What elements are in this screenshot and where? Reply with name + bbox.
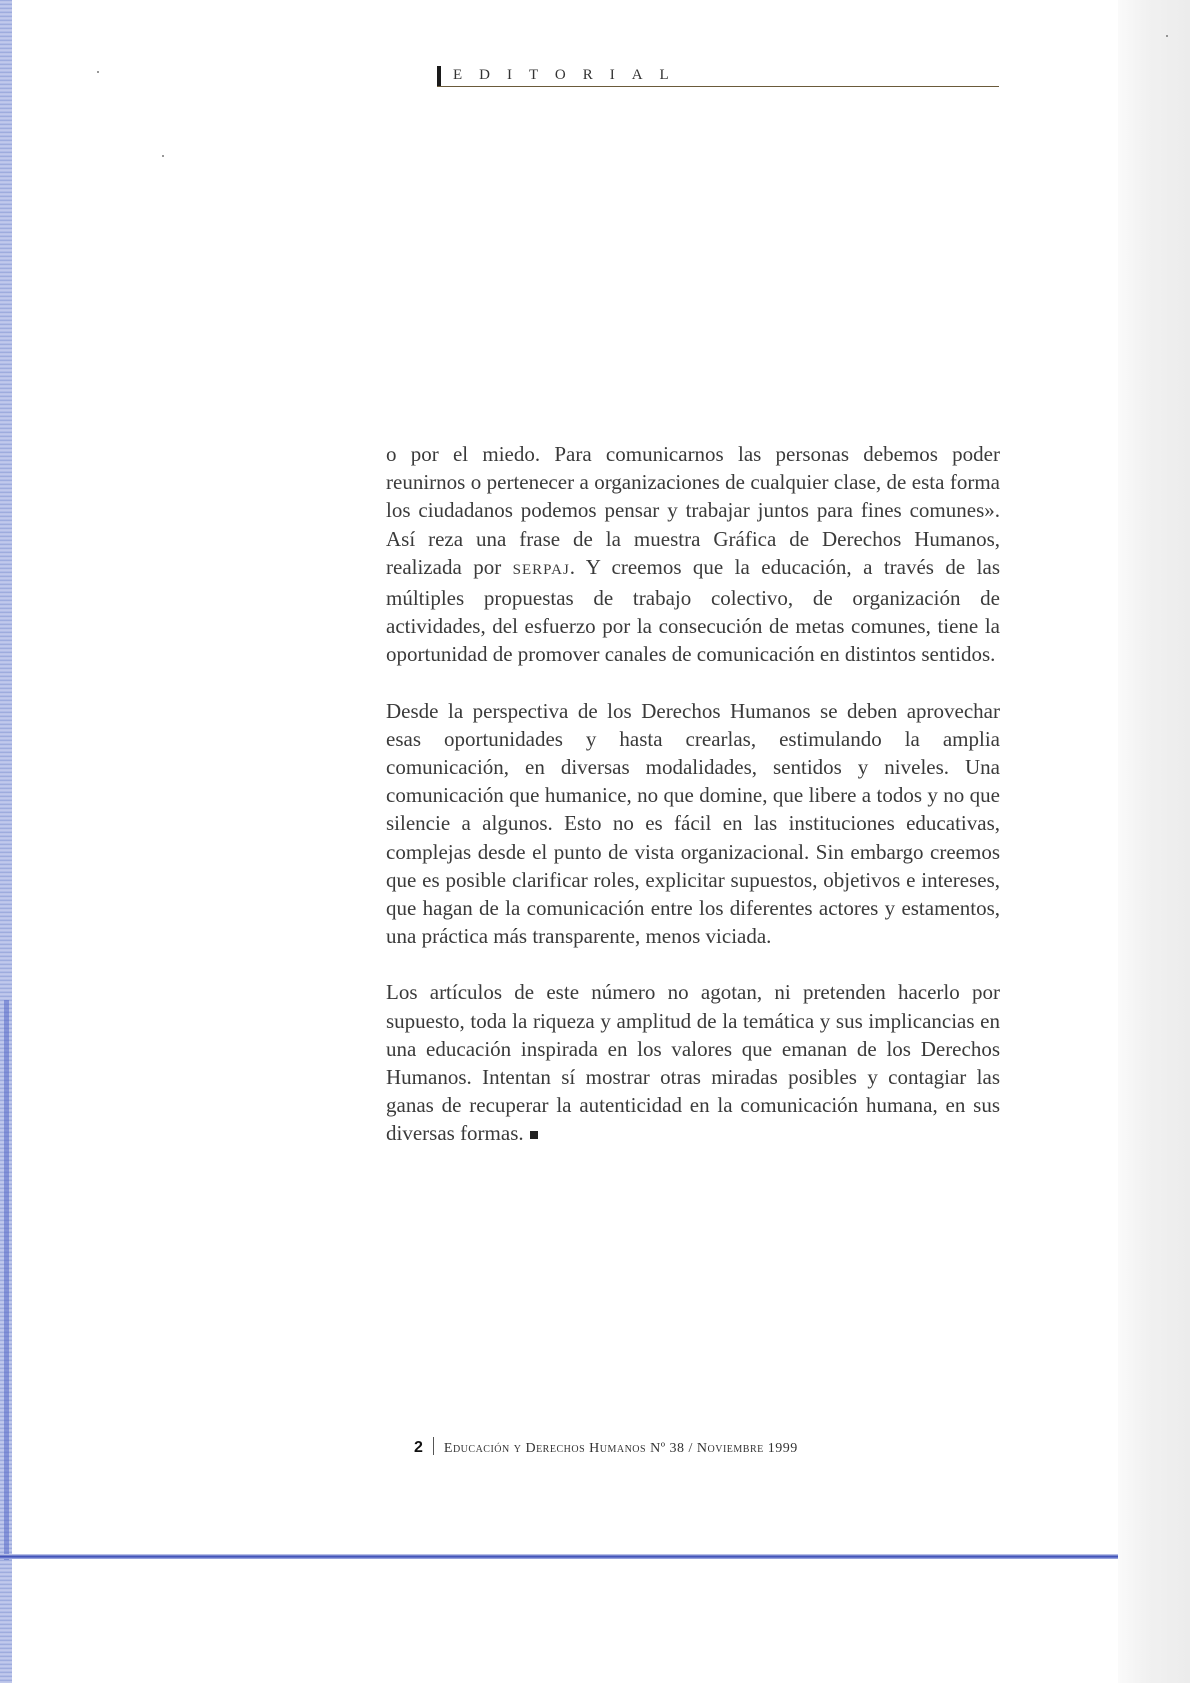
paragraph-2: Desde la perspectiva de los Derechos Humanos se deben aprovechar esas oportunidades y hasta crearlas, estimulando la amplia comunicación, en diversas modalidades, sentidos y niveles. Una comunicación que humanice, no que domine, que libere a todos y no que silencie a algunos. Esto no es fácil en las instituciones educativas, complejas desde el punto de vista organizacional. Sin embargo creemos que es posible clarificar roles, explicitar supuestos, objetivos e intereses, que hagan de la comunicación entre los diferentes actores y estamentos, una práctica más transparente, menos viciada. [386,698,1000,949]
page-number: 2 [414,1439,423,1456]
article-body [386,440,1000,1176]
paragraph-3 [386,978,1000,1147]
running-header [437,64,999,87]
page-footer [414,1437,798,1457]
scan-right-edge [1118,0,1190,1683]
scan-speck [162,155,164,157]
footer-separator [433,1437,434,1455]
paragraph-1-text-a: o por el miedo. Para comunicarnos las personas debemos poder reunirnos o pertenecer a organizaciones de cualquier clase, de esta forma los ciudadanos podemos pensar y trabajar juntos para fines comunes». Así reza una frase de la muestra Gráfica de Derechos Humanos, realizada por [386,442,1000,579]
organization-name: SERPAJ [512,561,570,578]
scan-speck [1166,35,1168,37]
publication-title: Educación y Derechos Humanos Nº 38 / Noviembre 1999 [443,1441,798,1456]
paragraph-3-text: Los artículos de este número no agotan, ni pretenden hacerlo por supuesto, toda la riqueza y amplitud de la temática y sus implicancias en una educación inspirada en los valores que emanan de los Derechos Humanos. Intentan sí mostrar otras miradas posibles y contagiar las ganas de recuperar la autenticidad en la comunicación humana, en sus diversas formas. [386,980,1000,1146]
scan-bottom-line [0,1554,1118,1559]
paragraph-1-text-b: . Y creemos que la educación, a través de las múltiples propuestas de trabajo colectivo, de organización de actividades, del esfuerzo por la consecución de metas comunes, tiene la oportunidad de promover canales de comunicación en distintos sentidos. [386,554,1000,667]
end-of-article-mark [530,1131,538,1139]
section-label: EDITORIAL [453,67,686,83]
scan-speck [97,71,99,73]
paragraph-1 [386,440,1000,669]
scan-left-edge [0,0,12,1683]
header-bar [437,66,441,86]
